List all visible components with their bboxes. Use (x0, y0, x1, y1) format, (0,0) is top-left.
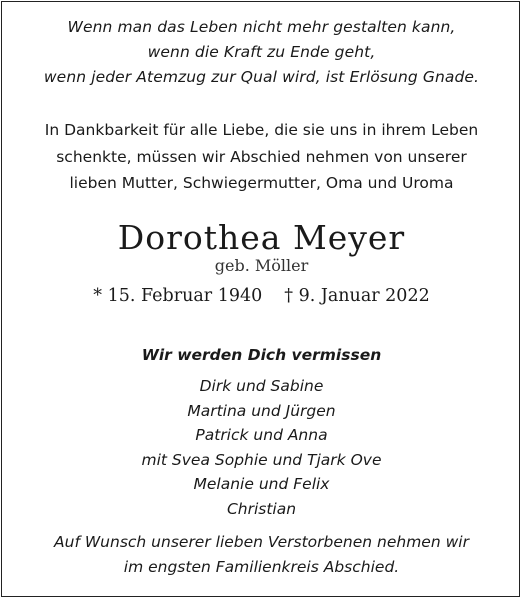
mourner-name: mit Svea Sophie und Tjark Ove (141, 450, 382, 469)
closing-line: im engsten Familienkreis Abschied. (123, 558, 400, 576)
mourners-list (0, 374, 523, 521)
mourners-heading: Wir werden Dich vermissen (141, 346, 382, 364)
intro-text (0, 117, 523, 197)
mourner-name: Patrick und Anna (195, 426, 328, 444)
mourner-name: Martina und Jürgen (187, 401, 336, 420)
closing-line: Auf Wunsch unserer lieben Verstorbenen nehmen wir (54, 533, 469, 551)
birth-name: geb. Möller (214, 256, 309, 275)
intro-line: In Dankbarkeit für alle Liebe, die sie uns in ihrem Leben (44, 121, 479, 139)
opening-quote (0, 15, 523, 90)
closing-note (0, 530, 523, 580)
mourner-name: Dirk und Sabine (199, 377, 324, 395)
quote-line: Wenn man das Leben nicht mehr gestalten kann, (67, 18, 456, 36)
birth-date: * 15. Februar 1940 (93, 286, 263, 306)
intro-line: lieben Mutter, Schwiegermutter, Oma und Uroma (69, 174, 454, 192)
deceased-name: Dorothea Meyer (117, 218, 406, 257)
quote-line: wenn jeder Atemzug zur Qual wird, ist Erlösung Gnade. (43, 68, 480, 86)
mourner-name: Melanie und Felix (193, 475, 330, 493)
death-date: † 9. Januar 2022 (284, 286, 430, 306)
intro-line: schenkte, müssen wir Abschied nehmen von unserer (56, 147, 467, 166)
mourner-name: Christian (226, 499, 297, 518)
quote-line: wenn die Kraft zu Ende geht, (147, 43, 376, 61)
life-dates (0, 283, 523, 309)
